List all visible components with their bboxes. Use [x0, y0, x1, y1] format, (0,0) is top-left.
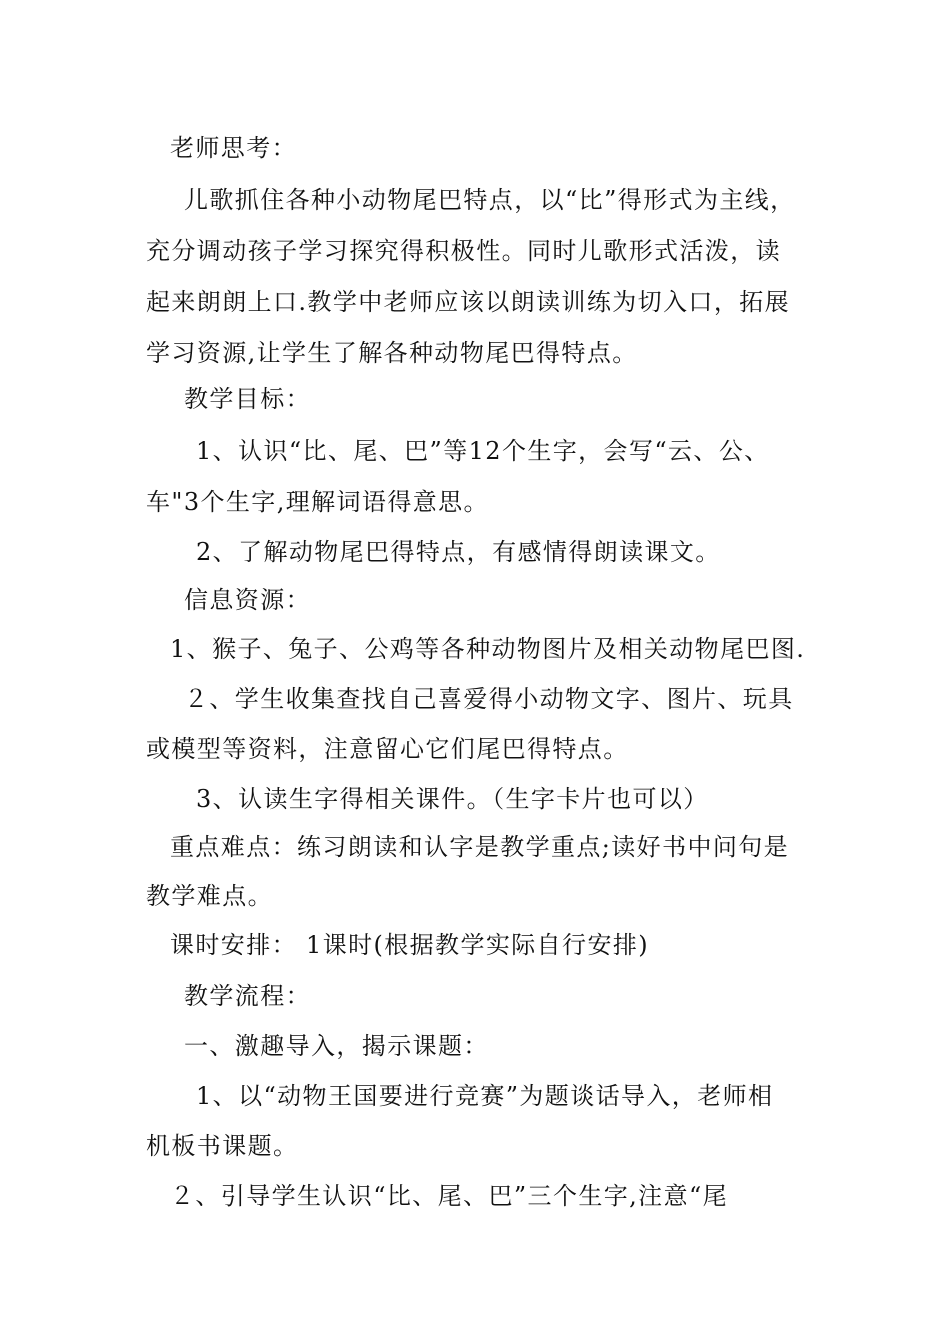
paragraph-line: 教学难点。: [146, 882, 273, 910]
paragraph-line: 充分调动孩子学习探究得积极性。同时儿歌形式活泼，读: [146, 237, 781, 265]
heading-teaching-goals: 教学目标：: [184, 385, 311, 413]
paragraph-line: 机板书课题。: [146, 1132, 299, 1160]
heading-schedule: 课时安排： 1课时(根据教学实际自行安排): [170, 931, 650, 959]
section-heading-intro: 一、激趣导入，揭示课题：: [184, 1032, 489, 1060]
heading-teacher-thoughts: 老师思考：: [170, 134, 297, 162]
list-item-resource-2: ２、学生收集查找自己喜爱得小动物文字、图片、玩具: [184, 685, 794, 713]
heading-teaching-process: 教学流程：: [184, 982, 311, 1010]
paragraph-line: 学习资源,让学生了解各种动物尾巴得特点。: [146, 339, 638, 367]
paragraph-line: 或模型等资料，注意留心它们尾巴得特点。: [146, 735, 629, 763]
heading-info-resources: 信息资源：: [184, 586, 311, 614]
list-item-goal-2: 2、了解动物尾巴得特点，有感情得朗读课文。: [196, 538, 721, 566]
heading-key-difficulties: 重点难点：练习朗读和认字是教学重点;读好书中问句是: [170, 833, 790, 861]
list-item-step-2: ２、引导学生认识“比、尾、巴”三个生字,注意“尾: [170, 1182, 729, 1210]
list-item-step-1: 1、以“动物王国要进行竞赛”为题谈话导入，老师相: [196, 1082, 774, 1110]
paragraph-line: 起来朗朗上口.教学中老师应该以朗读训练为切入口，拓展: [146, 288, 791, 316]
list-item-goal-1: 1、认识“比、尾、巴”等12个生字，会写“云、公、: [196, 437, 770, 465]
list-item-resource-1: 1、猴子、兔子、公鸡等各种动物图片及相关动物尾巴图.: [170, 635, 806, 663]
paragraph-line: 儿歌抓住各种小动物尾巴特点，以“比”得形式为主线，: [184, 186, 796, 214]
list-item-resource-3: 3、认读生字得相关课件。（生字卡片也可以）: [196, 785, 709, 813]
paragraph-line: 车"3个生字,理解词语得意思。: [146, 488, 489, 516]
